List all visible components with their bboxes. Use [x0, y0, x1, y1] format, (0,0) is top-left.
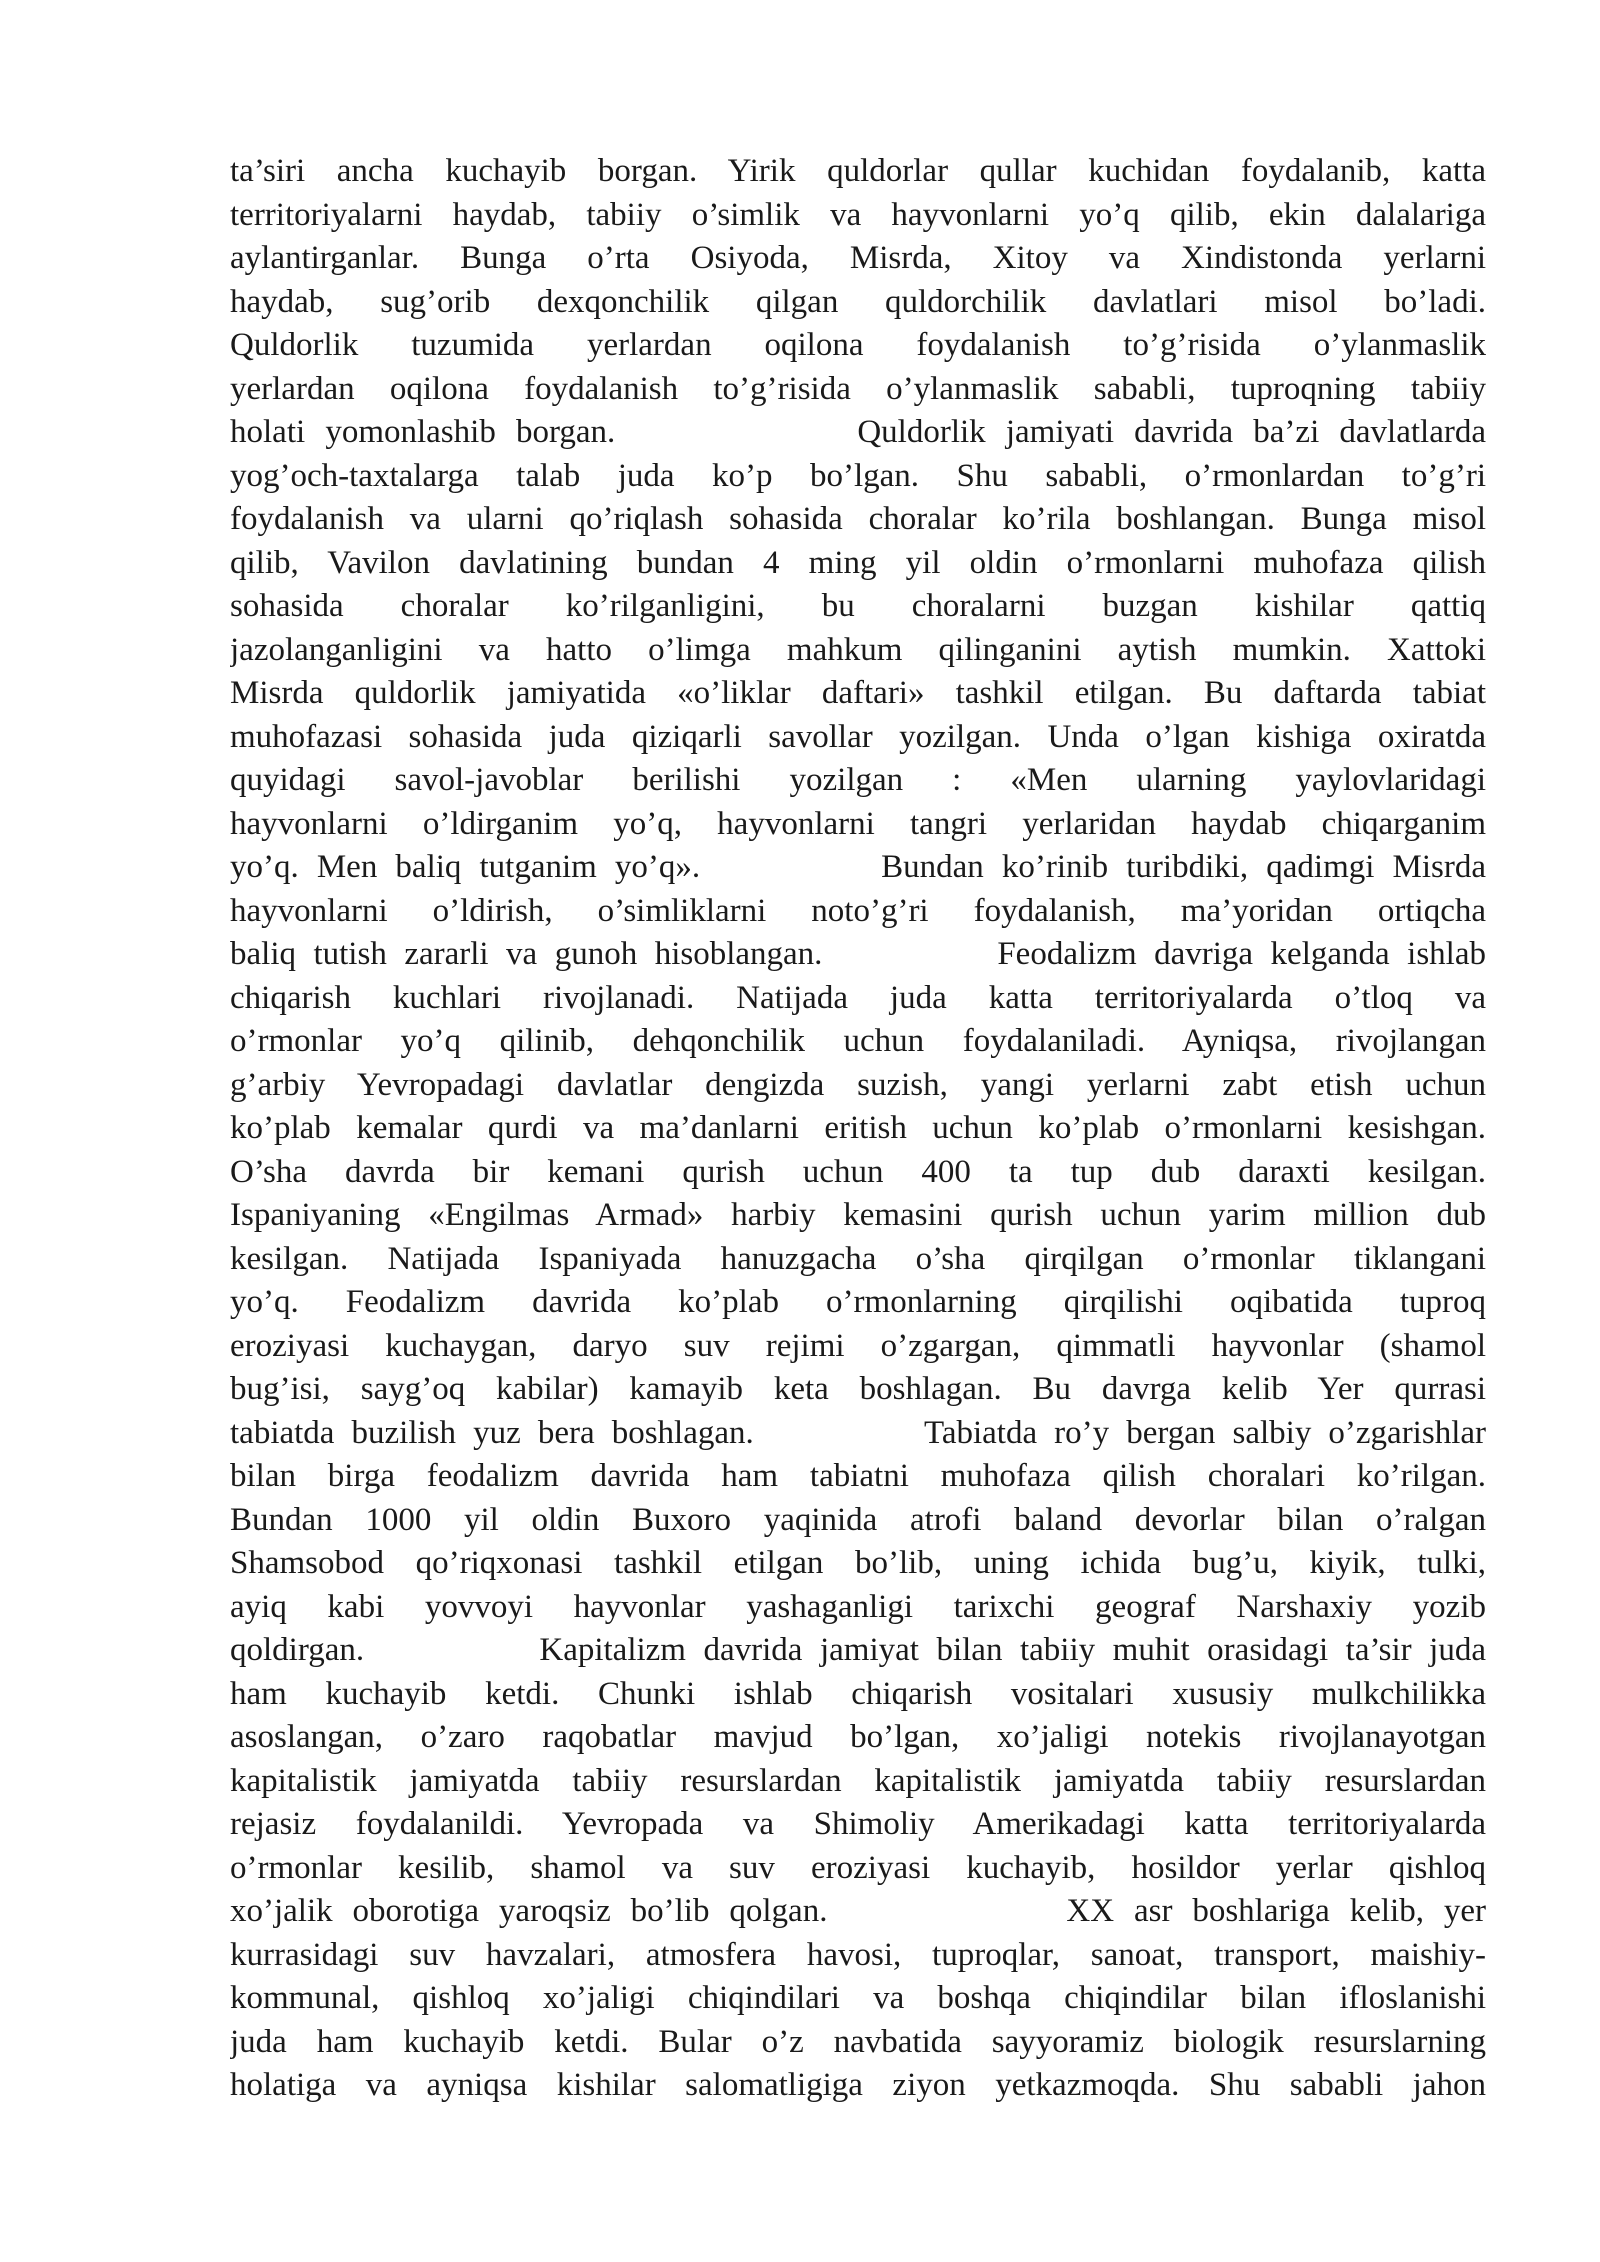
- text-line: hayvonlarni o’ldirish, o’simliklarni noto’g’ri foydalanish, ma’yoridan ortiqcha: [230, 892, 1486, 929]
- text-line: bilan birga feodalizm davrida ham tabiatni muhofaza qilish choralari ko’rilgan.: [230, 1458, 1486, 1494]
- text-line: Misrda quldorlik jamiyatida «o’liklar daftari» tashkil etilgan. Bu daftarda tabiat: [230, 675, 1486, 711]
- text-line: ta’siri ancha kuchayib borgan. Yirik quldorlar qullar kuchidan foydalanib, katta: [230, 153, 1486, 189]
- text-line: tabiatda buzilish yuz bera boshlagan. Tabiatda ro’y bergan salbiy o’zgarishlar: [230, 1414, 1486, 1451]
- text-line: o’rmonlar yo’q qilinib, dehqonchilik uchun foydalaniladi. Ayniqsa, rivojlangan: [230, 1023, 1486, 1059]
- text-line: ayiq kabi yovvoyi hayvonlar yashaganligi tarixchi geograf Narshaxiy yozib: [230, 1588, 1486, 1625]
- text-line: kesilgan. Natijada Ispaniyada hanuzgacha o’sha qirqilgan o’rmonlar tiklangani: [230, 1240, 1486, 1277]
- text-line: sohasida choralar ko’rilganligini, bu choralarni buzgan kishilar qattiq: [230, 588, 1486, 624]
- text-line: territoriyalarni haydab, tabiiy o’simlik va hayvonlarni yo’q qilib, ekin dalalariga: [230, 196, 1486, 233]
- text-line: Bundan 1000 yil oldin Buxoro yaqinida atrofi baland devorlar bilan o’ralgan: [230, 1501, 1486, 1538]
- text-line: asoslangan, o’zaro raqobatlar mavjud bo’lgan, xo’jaligi notekis rivojlanayotgan: [230, 1719, 1486, 1755]
- text-line: kommunal, qishloq xo’jaligi chiqindilari va boshqa chiqindilar bilan ifloslanishi: [230, 1980, 1486, 2016]
- text-line: holatiga va ayniqsa kishilar salomatligiga ziyon yetkazmoqda. Shu sababli jahon: [230, 2067, 1486, 2103]
- text-line: quyidagi savol-javoblar berilishi yozilgan : «Men ularning yaylovlaridagi: [230, 762, 1486, 798]
- text-line: juda ham kuchayib ketdi. Bular o’z navbatida sayyoramiz biologik resurslarning: [230, 2023, 1486, 2060]
- text-line: ham kuchayib ketdi. Chunki ishlab chiqarish vositalari xususiy mulkchilikka: [230, 1675, 1486, 1712]
- text-line: muhofazasi sohasida juda qiziqarli savollar yozilgan. Unda o’lgan kishiga oxiratda: [230, 718, 1486, 755]
- text-line: aylantirganlar. Bunga o’rta Osiyoda, Misrda, Xitoy va Xindistonda yerlarni: [230, 240, 1486, 276]
- text-line: ko’plab kemalar qurdi va ma’danlarni eritish uchun ko’plab o’rmonlarni kesishgan.: [230, 1110, 1486, 1146]
- text-line: bug’isi, sayg’oq kabilar) kamayib keta boshlagan. Bu davrga kelib Yer qurrasi: [230, 1371, 1486, 1407]
- text-line: baliq tutish zararli va gunoh hisoblangan. Feodalizm davriga kelganda ishlab: [230, 936, 1486, 972]
- body-text: [230, 150, 1486, 2108]
- text-line: qoldirgan. Kapitalizm davrida jamiyat bilan tabiiy muhit orasidagi ta’sir juda: [230, 1632, 1486, 1668]
- text-line: xo’jalik oborotiga yaroqsiz bo’lib qolgan. XX asr boshlariga kelib, yer: [230, 1893, 1486, 1929]
- text-line: O’sha davrda bir kemani qurish uchun 400 ta tup dub daraxti kesilgan.: [230, 1153, 1486, 1190]
- text-line: Shamsobod qo’riqxonasi tashkil etilgan bo’lib, uning ichida bug’u, kiyik, tulki,: [230, 1545, 1486, 1581]
- text-line: Ispaniyaning «Engilmas Armad» harbiy kemasini qurish uchun yarim million dub: [230, 1197, 1486, 1233]
- text-line: chiqarish kuchlari rivojlanadi. Natijada juda katta territoriyalarda o’tloq va: [230, 979, 1486, 1016]
- text-line: kapitalistik jamiyatda tabiiy resurslardan kapitalistik jamiyatda tabiiy resurslardan: [230, 1762, 1486, 1799]
- text-line: g’arbiy Yevropadagi davlatlar dengizda suzish, yangi yerlarni zabt etish uchun: [230, 1066, 1486, 1103]
- text-line: rejasiz foydalanildi. Yevropada va Shimoliy Amerikadagi katta territoriyalarda: [230, 1806, 1486, 1842]
- text-line: yerlardan oqilona foydalanish to’g’risida o’ylanmaslik sababli, tuproqning tabiiy: [230, 370, 1486, 407]
- text-line: haydab, sug’orib dexqonchilik qilgan quldorchilik davlatlari misol bo’ladi.: [230, 283, 1486, 320]
- text-line: holati yomonlashib borgan. Quldorlik jamiyati davrida ba’zi davlatlarda: [230, 414, 1486, 450]
- text-line: yo’q. Men baliq tutganim yo’q». Bundan ko’rinib turibdiki, qadimgi Misrda: [230, 849, 1486, 885]
- text-line: Quldorlik tuzumida yerlardan oqilona foydalanish to’g’risida o’ylanmaslik: [230, 327, 1486, 363]
- text-line: kurrasidagi suv havzalari, atmosfera havosi, tuproqlar, sanoat, transport, maishiy-: [230, 1936, 1486, 1973]
- text-line: eroziyasi kuchaygan, daryo suv rejimi o’zgargan, qimmatli hayvonlar (shamol: [230, 1327, 1486, 1364]
- text-line: hayvonlarni o’ldirganim yo’q, hayvonlarni tangri yerlaridan haydab chiqarganim: [230, 805, 1486, 842]
- text-line: qilib, Vavilon davlatining bundan 4 ming yil oldin o’rmonlarni muhofaza qilish: [230, 544, 1486, 581]
- text-line: o’rmonlar kesilib, shamol va suv eroziyasi kuchayib, hosildor yerlar qishloq: [230, 1849, 1486, 1886]
- text-line: yog’och-taxtalarga talab juda ko’p bo’lgan. Shu sababli, o’rmonlardan to’g’ri: [230, 457, 1486, 494]
- text-line: foydalanish va ularni qo’riqlash sohasida choralar ko’rila boshlangan. Bunga misol: [230, 501, 1486, 537]
- text-line: yo’q. Feodalizm davrida ko’plab o’rmonlarning qirqilishi oqibatida tuproq: [230, 1284, 1486, 1320]
- text-line: jazolanganligini va hatto o’limga mahkum qilinganini aytish mumkin. Xattoki: [230, 631, 1486, 668]
